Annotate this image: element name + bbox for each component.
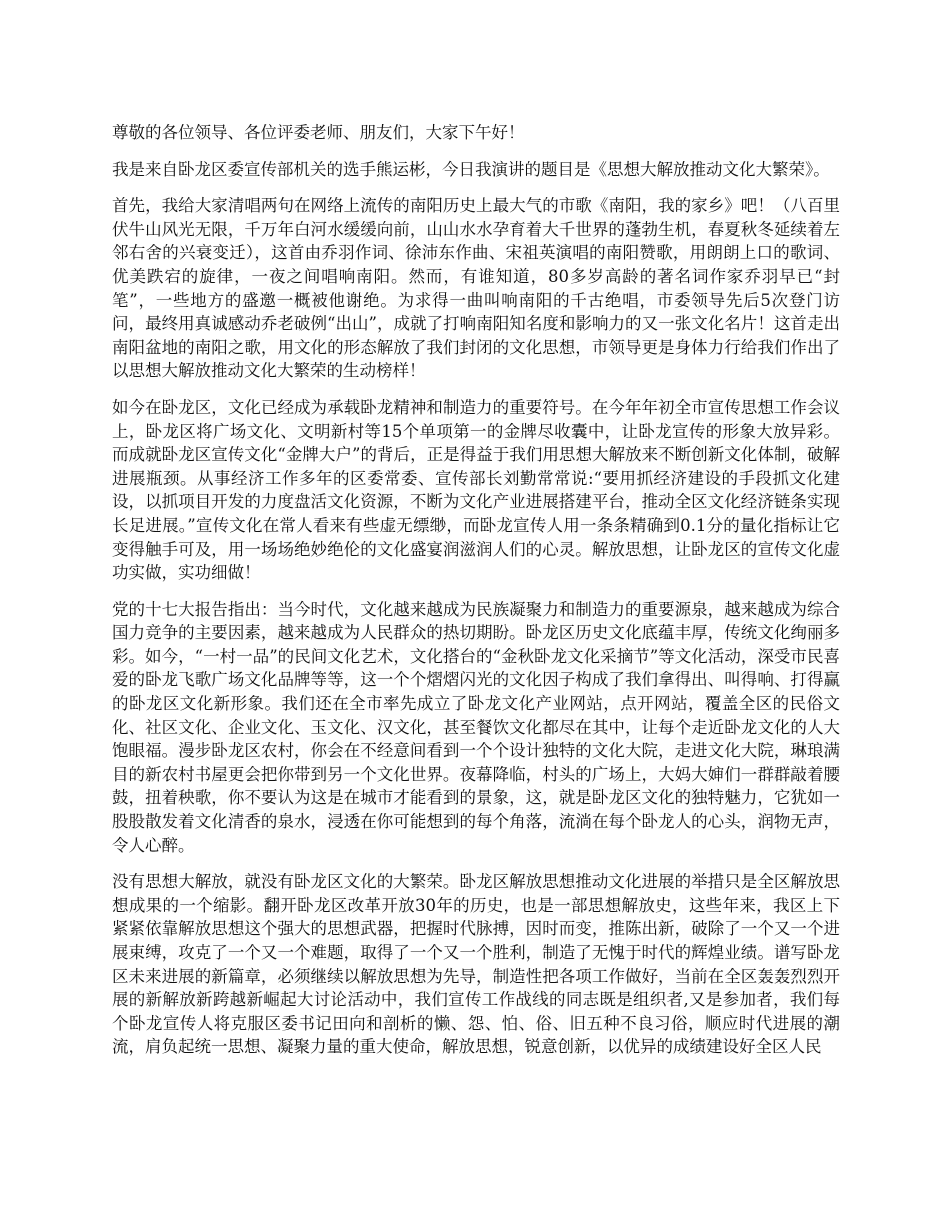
thought-liberation-paragraph: 没有思想大解放，就没有卧龙区文化的大繁荣。卧龙区解放思想推动文化进展的举措只是全区解放思想成果的一个缩影。翻开卧龙区改革开放30年的历史，也是一部思想解放史，这些年来，我区上下紧紧依靠解放思想这个强大的思想武器，把握时代脉搏，因时而变，推陈出新，破除了一个又一个进展束缚，攻克了一个又一个难题，取得了一个又一个胜利，制造了无愧于时代的辉煌业绩。谱写卧龙区未来进展的新篇章，必须继续以解放思想为先导，制造性把各项工作做好，当前在全区轰轰烈烈开展的新解放新跨越新崛起大讨论活动中，我们宣传工作战线的同志既是组织者,又是参加者，我们每个卧龙宣传人将克服区委书记田向和剖析的懒、怨、怕、俗、旧五种不良习俗，顺应时代进展的潮流，肩负起统一思想、凝聚力量的重大使命，解放思想，锐意创新，以优异的成绩建设好全区人民: [112, 872, 840, 1057]
speaker-intro-paragraph: 我是来自卧龙区委宣传部机关的选手熊运彬，今日我演讲的题目是《思想大解放推动文化大繁荣》。: [112, 159, 830, 179]
city-song-paragraph: 首先，我给大家清唱两句在网络上流传的南阳历史上最大气的市歌《南阳，我的家乡》吧！（八百里伏牛山风光无限，千万年白河水缓缓向前，山山水水孕育着大千世界的蓬勃生机，春夏秋冬延续着左邻右舍的兴衰变迁），这首由乔羽作词、徐沛东作曲、宋祖英演唱的南阳赞歌，用朗朗上口的歌词、优美跌宕的旋律，一夜之间唱响南阳。然而，有谁知道，80多岁高龄的著名词作家乔羽早已“封笔”，一些地方的盛邀一概被他谢绝。为求得一曲叫响南阳的千古绝唱，市委领导先后5次登门访问，最终用真诚感动乔老破例“出山”，成就了打响南阳知名度和影响力的又一张文化名片！这首走出南阳盆地的南阳之歌，用文化的形态解放了我们封闭的文化思想，市领导更是身体力行给我们作出了以思想大解放推动文化大繁荣的生动榜样！: [112, 196, 840, 381]
wolong-culture-paragraph: 如今在卧龙区，文化已经成为承载卧龙精神和制造力的重要符号。在今年年初全市宣传思想工作会议上，卧龙区将广场文化、文明新村等15个单项第一的金牌尽收囊中，让卧龙宣传的形象大放异彩。而成就卧龙区宣传文化“金牌大户”的背后，正是得益于我们用思想大解放来不断创新文化体制，破解进展瓶颈。从事经济工作多年的区委常委、宣传部长刘勤常常说:“要用抓经济建设的手段抓文化建设，以抓项目开发的力度盘活文化资源，不断为文化产业进展搭建平台，推动全区文化经济链条实现长足进展。”宣传文化在常人看来有些虚无缥缈，而卧龙宣传人用一条条精确到0.1分的量化指标让它变得触手可及，用一场场绝妙绝伦的文化盛宴润滋润人们的心灵。解放思想，让卧龙区的宣传文化虚功实做，实功细做！: [112, 397, 840, 583]
congress-report-paragraph: 党的十七大报告指出：当今时代，文化越来越成为民族凝聚力和制造力的重要源泉，越来越成为综合国力竞争的主要因素，越来越成为人民群众的热切期盼。卧龙区历史文化底蕴丰厚，传统文化绚丽多彩。如今，“一村一品”的民间文化艺术，文化搭台的“金秋卧龙文化采摘节”等文化活动，深受市民喜爱的卧龙飞歌广场文化品牌等等，这一个个熠熠闪光的文化因子构成了我们拿得出、叫得响、打得赢的卧龙区文化新形象。我们还在全市率先成立了卧龙文化产业网站，点开网站，覆盖全区的民俗文化、社区文化、企业文化、玉文化、汉文化，甚至餐饮文化都尽在其中，让每个走近卧龙文化的人大饱眼福。漫步卧龙区农村，你会在不经意间看到一个个设计独特的文化大院，走进文化大院，琳琅满目的新农村书屋更会把你带到另一个文化世界。夜幕降临，村头的广场上，大妈大婶们一群群敲着腰鼓，扭着秧歌，你不要认为这是在城市才能看到的景象，这，就是卧龙区文化的独特魅力，它犹如一股股散发着文化清香的泉水，浸透在你可能想到的每个角落，流淌在每个卧龙人的心头，润物无声，令人心醉。: [112, 599, 840, 855]
document-body: [112, 121, 840, 1072]
greeting-paragraph: 尊敬的各位领导、各位评委老师、朋友们，大家下午好！: [112, 123, 525, 142]
